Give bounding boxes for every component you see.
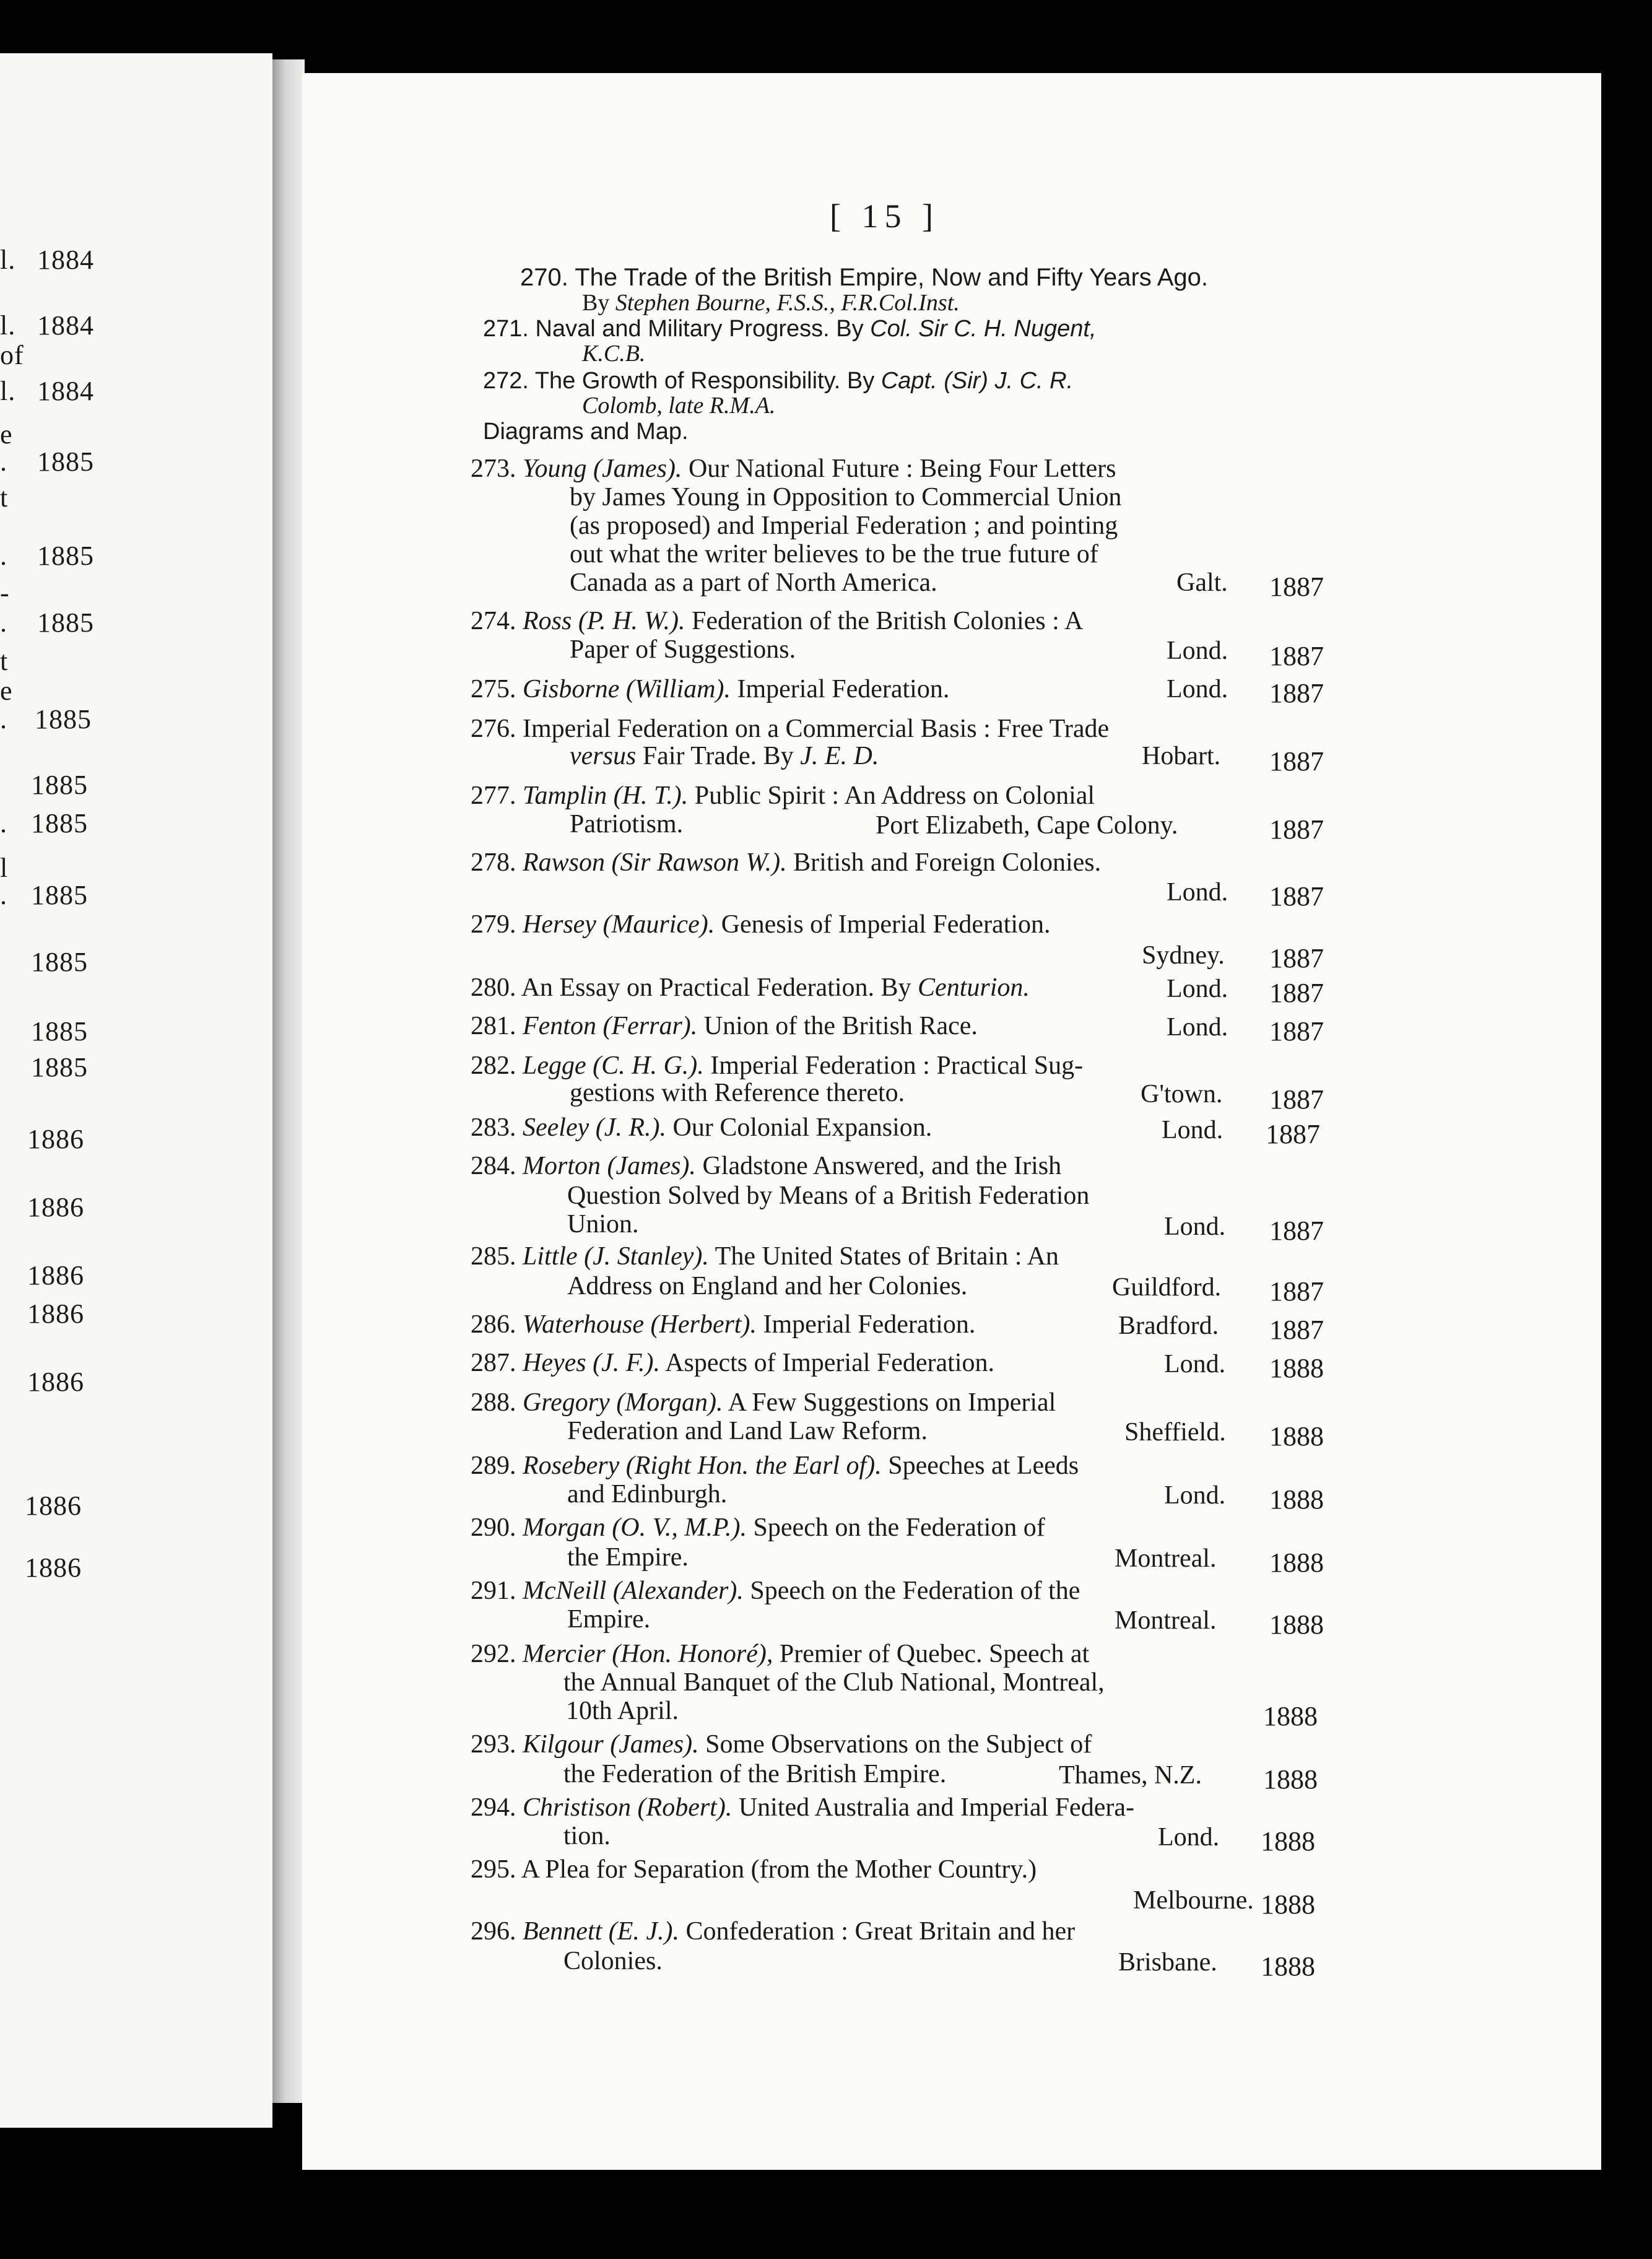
- versus: versus: [570, 742, 637, 770]
- entry-title: Speech on the Federation of the: [743, 1577, 1080, 1605]
- entry-273-line2: by James Young in Opposition to Commercial Union: [570, 483, 1122, 511]
- year: 1888: [1263, 1701, 1318, 1731]
- entry-number: 293.: [471, 1730, 516, 1759]
- author: Fenton (Ferrar).: [523, 1012, 698, 1040]
- year: 1887: [1269, 641, 1324, 671]
- facing-page-fragment: [0, 53, 272, 2128]
- left-year: 1886: [27, 1367, 84, 1397]
- left-year: 1885: [31, 808, 88, 838]
- author: Bennett (E. J.).: [523, 1917, 680, 1946]
- place: Hobart.: [1142, 742, 1221, 770]
- place: Lond.: [1158, 1823, 1220, 1852]
- entry-title: Federation of the British Colonies : A: [685, 607, 1084, 635]
- year: 1887: [1269, 978, 1324, 1008]
- entry-284-line3: Union.: [567, 1210, 639, 1238]
- entry-274: [471, 608, 1083, 634]
- place: Port Elizabeth, Cape Colony.: [876, 811, 1178, 840]
- author: Kilgour (James).: [523, 1730, 699, 1759]
- left-year: 1886: [27, 1260, 84, 1291]
- entry-title: Imperial Federation.: [730, 675, 950, 703]
- left-mark: l.: [0, 245, 16, 275]
- left-mark: .: [0, 541, 7, 571]
- year: 1887: [1269, 814, 1324, 845]
- year: 1888: [1269, 1484, 1324, 1515]
- entry-number: 280.: [471, 973, 516, 1002]
- left-mark: l.: [0, 376, 16, 406]
- author: Rawson (Sir Rawson W.).: [523, 848, 787, 877]
- entry-278: [471, 850, 1101, 876]
- entry-289: [471, 1453, 1079, 1479]
- entry-title: A Few Suggestions on Imperial: [723, 1388, 1056, 1417]
- entry-title: Union of the British Race.: [697, 1012, 978, 1040]
- year: 1887: [1266, 1119, 1320, 1149]
- author: Legge (C. H. G.).: [523, 1051, 704, 1080]
- entry-285-line2: Address on England and her Colonies.: [567, 1272, 968, 1300]
- year: 1887: [1269, 1016, 1324, 1047]
- entry-number: 275.: [471, 675, 516, 703]
- year: 1887: [1269, 1216, 1324, 1246]
- author: Little (J. Stanley).: [523, 1242, 709, 1271]
- year: 1888: [1263, 1764, 1318, 1795]
- entry-number: 283.: [471, 1113, 516, 1142]
- entry-title: Some Observations on the Subject of: [698, 1730, 1092, 1759]
- author: Christison (Robert).: [523, 1793, 733, 1822]
- entry-number: 284.: [471, 1152, 516, 1180]
- entry-number: 278.: [471, 848, 516, 877]
- place: Bradford.: [1118, 1312, 1219, 1340]
- author: Morgan (O. V., M.P.).: [523, 1513, 747, 1542]
- left-mark: .: [0, 704, 7, 734]
- entry-277-line2: Patriotism.: [570, 810, 684, 838]
- author: Mercier (Hon. Honoré),: [523, 1640, 773, 1668]
- diagrams-note: Diagrams and Map.: [483, 419, 689, 445]
- year: 1888: [1261, 1951, 1315, 1982]
- entry-number: 281.: [471, 1012, 516, 1040]
- author: Gregory (Morgan).: [523, 1388, 723, 1417]
- entry-285: [471, 1243, 1059, 1269]
- entry-290: [471, 1515, 1045, 1541]
- author: Rosebery (Right Hon. the Earl of).: [523, 1452, 882, 1480]
- entry-273: [471, 456, 1116, 482]
- entry-number: 271.: [483, 316, 529, 342]
- year: 1887: [1269, 1315, 1324, 1345]
- entry-title: The Trade of the British Empire, Now and Fifty Years Ago.: [575, 264, 1208, 291]
- entry-292-line2: the Annual Banquet of the Club National, Montreal,: [563, 1668, 1105, 1697]
- entry-title: Confederation : Great Britain and her: [679, 1917, 1076, 1946]
- place: Lond.: [1164, 1212, 1226, 1241]
- entry-276-line2: [570, 743, 879, 769]
- year: 1887: [1269, 572, 1324, 602]
- entry-title: Our National Future : Being Four Letters: [682, 455, 1116, 483]
- left-year: 1885: [37, 541, 94, 571]
- left-year: 1884: [37, 376, 94, 406]
- entry-292: [471, 1641, 1089, 1667]
- page-number: [ 15 ]: [830, 198, 939, 235]
- entry-title: United Australia and Imperial Federa-: [732, 1793, 1134, 1822]
- author: Ross (P. H. W.).: [523, 607, 685, 635]
- entry-number: 285.: [471, 1242, 516, 1271]
- left-year: 1885: [31, 1016, 88, 1047]
- entry-number: 287.: [471, 1349, 516, 1377]
- author: Hersey (Maurice).: [523, 910, 715, 939]
- year: 1888: [1269, 1353, 1324, 1383]
- entry-284-line2: Question Solved by Means of a British Federation: [567, 1182, 1090, 1210]
- left-year: 1886: [25, 1552, 82, 1583]
- entry-number: 292.: [471, 1640, 516, 1668]
- author: Morton (James).: [523, 1152, 696, 1180]
- place: Lond.: [1167, 878, 1228, 907]
- author: Young (James).: [523, 455, 682, 483]
- entry-title: Speeches at Leeds: [881, 1452, 1079, 1480]
- author: McNeill (Alexander).: [523, 1577, 744, 1605]
- entry-277: [471, 783, 1095, 809]
- entry-title: Genesis of Imperial Federation.: [715, 910, 1051, 939]
- entry-270: [520, 265, 1208, 290]
- entry-273-line5: Canada as a part of North America.: [570, 568, 937, 597]
- entry-279: [471, 912, 1051, 938]
- entry-290-line2: the Empire.: [567, 1543, 689, 1572]
- left-mark: .: [0, 446, 7, 477]
- left-year: 1885: [35, 704, 92, 734]
- entry-title: A Plea for Separation (from the Mother Country.): [521, 1855, 1037, 1884]
- entry-number: 295.: [471, 1855, 516, 1884]
- entry-286: [471, 1312, 975, 1338]
- author: Colomb, late R.M.A.: [582, 393, 776, 419]
- place: Lond.: [1167, 637, 1228, 665]
- entry-293: [471, 1731, 1092, 1757]
- entry-295: [471, 1856, 1037, 1882]
- year: 1888: [1261, 1889, 1315, 1920]
- year: 1887: [1269, 1084, 1324, 1115]
- author: Centurion.: [918, 973, 1030, 1002]
- left-mark: -: [0, 578, 10, 608]
- place: Sheffield.: [1124, 1418, 1226, 1447]
- entry-294-line2: tion.: [563, 1822, 611, 1850]
- entry-275: [471, 676, 949, 702]
- entry-272: [483, 369, 1073, 393]
- entry-292-line3: 10th April.: [566, 1697, 679, 1725]
- year: 1887: [1269, 881, 1324, 912]
- entry-number: 289.: [471, 1452, 516, 1480]
- author: Capt. (Sir) J. C. R.: [880, 368, 1074, 394]
- entry-title: Imperial Federation on a Commercial Basis : Free Trade: [523, 715, 1110, 743]
- book-gutter: [272, 59, 305, 2103]
- place: Thames, N.Z.: [1059, 1761, 1202, 1790]
- author: J. E. D.: [800, 742, 879, 770]
- entry-number: 296.: [471, 1917, 516, 1946]
- left-mark: e: [0, 419, 13, 450]
- left-mark: l: [0, 853, 9, 883]
- left-mark: e: [0, 676, 13, 706]
- entry-title: Naval and Military Progress. By: [535, 316, 871, 342]
- entry-title: British and Foreign Colonies.: [786, 848, 1102, 877]
- entry-280: [471, 975, 1030, 1001]
- place: Lond.: [1167, 975, 1228, 1003]
- entry-number: 286.: [471, 1310, 516, 1339]
- entry-title: Imperial Federation : Practical Sug-: [703, 1051, 1084, 1080]
- left-mark: .: [0, 880, 7, 910]
- author: Tamplin (H. T.).: [523, 781, 689, 810]
- entry-title: The Growth of Responsibility. By: [534, 368, 881, 394]
- entry-270-author-line: [582, 291, 960, 315]
- left-year: 1885: [31, 880, 88, 910]
- entry-title: Imperial Federation.: [756, 1310, 976, 1339]
- year: 1888: [1269, 1547, 1324, 1578]
- entry-title: Premier of Quebec. Speech at: [773, 1640, 1090, 1668]
- left-year: 1885: [37, 607, 94, 638]
- left-year: 1884: [37, 310, 94, 341]
- entry-288: [471, 1390, 1056, 1416]
- left-year: 1886: [25, 1491, 82, 1521]
- place: Sydney.: [1142, 941, 1225, 970]
- entry-294: [471, 1795, 1134, 1821]
- entry-281: [471, 1013, 978, 1039]
- entry-number: 290.: [471, 1513, 516, 1542]
- entry-number: 274.: [471, 607, 516, 635]
- entry-289-line2: and Edinburgh.: [567, 1480, 728, 1508]
- entry-273-line3: (as proposed) and Imperial Federation ; and pointing: [570, 511, 1118, 540]
- entry-283: [471, 1115, 932, 1141]
- entry-number: 279.: [471, 910, 516, 939]
- entry-number: 272.: [483, 368, 529, 394]
- entry-296-line2: Colonies.: [563, 1947, 663, 1975]
- entry-title: An Essay on Practical Federation. By: [521, 973, 918, 1002]
- place: Lond.: [1167, 1013, 1228, 1042]
- author: Waterhouse (Herbert).: [523, 1310, 757, 1339]
- entry-282: [471, 1053, 1083, 1079]
- left-year: 1886: [27, 1124, 84, 1154]
- entry-274-line2: Paper of Suggestions.: [570, 635, 796, 664]
- author: Heyes (J. F.).: [523, 1349, 660, 1377]
- author: Stephen Bourne, F.S.S., F.R.Col.Inst.: [615, 290, 960, 316]
- entry-272-author-cont: [582, 394, 775, 417]
- left-year: 1886: [27, 1192, 84, 1222]
- place: Montreal.: [1115, 1544, 1217, 1573]
- year: 1887: [1269, 678, 1324, 708]
- place: Melbourne.: [1133, 1886, 1254, 1915]
- place: Guildford.: [1112, 1273, 1222, 1302]
- entry-title: The United States of Britain : An: [708, 1242, 1059, 1271]
- left-year: 1885: [31, 1052, 88, 1082]
- year: 1888: [1269, 1609, 1324, 1640]
- entry-287: [471, 1350, 994, 1376]
- entry-293-line2: the Federation of the British Empire.: [563, 1760, 947, 1788]
- left-year: 1885: [31, 947, 88, 977]
- year: 1887: [1269, 1276, 1324, 1307]
- entry-number: 291.: [471, 1577, 516, 1605]
- entry-number: 282.: [471, 1051, 516, 1080]
- entry-282-line2: gestions with Reference thereto.: [570, 1079, 905, 1107]
- entry-title: Speech on the Federation of: [747, 1513, 1045, 1542]
- entry-number: 273.: [471, 455, 516, 483]
- entry-291: [471, 1578, 1080, 1604]
- left-year: 1885: [31, 770, 88, 800]
- entry-276: [471, 716, 1109, 742]
- place: Lond.: [1162, 1116, 1224, 1144]
- entry-number: 270.: [520, 264, 568, 291]
- left-mark: of: [0, 340, 24, 370]
- author: Seeley (J. R.).: [523, 1113, 667, 1142]
- entry-273-line4: out what the writer believes to be the true future of: [570, 540, 1098, 568]
- entry-title: Our Colonial Expansion.: [666, 1113, 933, 1142]
- left-mark: l.: [0, 310, 16, 341]
- year: 1887: [1269, 746, 1324, 777]
- year: 1888: [1261, 1826, 1315, 1856]
- entry-text: Fair Trade. By: [636, 742, 801, 770]
- entry-number: 277.: [471, 781, 516, 810]
- author: Col. Sir C. H. Nugent,: [870, 316, 1097, 342]
- year: 1888: [1269, 1421, 1324, 1452]
- entry-number: 288.: [471, 1388, 516, 1417]
- by-label: By: [582, 290, 615, 316]
- place: Lond.: [1164, 1481, 1226, 1510]
- author: Gisborne (William).: [523, 675, 731, 703]
- entry-284: [471, 1153, 1061, 1179]
- left-mark: t: [0, 482, 9, 513]
- place: Brisbane.: [1118, 1948, 1217, 1977]
- entry-title: Gladstone Answered, and the Irish: [695, 1152, 1062, 1180]
- left-mark: t: [0, 646, 9, 676]
- place: Montreal.: [1115, 1606, 1217, 1635]
- entry-296: [471, 1918, 1075, 1944]
- entry-291-line2: Empire.: [567, 1605, 651, 1634]
- left-mark: .: [0, 607, 7, 638]
- place: Lond.: [1164, 1350, 1226, 1378]
- entry-271: [483, 317, 1097, 341]
- left-mark: .: [0, 808, 7, 838]
- author: K.C.B.: [582, 341, 646, 367]
- entry-number: 294.: [471, 1793, 516, 1822]
- left-year: 1884: [37, 245, 94, 275]
- left-year: 1885: [37, 446, 94, 477]
- year: 1887: [1269, 943, 1324, 973]
- entry-271-author-cont: [582, 342, 645, 365]
- entry-288-line2: Federation and Land Law Reform.: [567, 1417, 928, 1445]
- place: G'town.: [1141, 1080, 1223, 1108]
- entry-number: 276.: [471, 715, 516, 743]
- entry-title: Public Spirit : An Address on Colonial: [688, 781, 1095, 810]
- place: Lond.: [1167, 675, 1228, 703]
- left-year: 1886: [27, 1299, 84, 1329]
- entry-title: Aspects of Imperial Federation.: [659, 1349, 994, 1377]
- place: Galt.: [1176, 568, 1228, 597]
